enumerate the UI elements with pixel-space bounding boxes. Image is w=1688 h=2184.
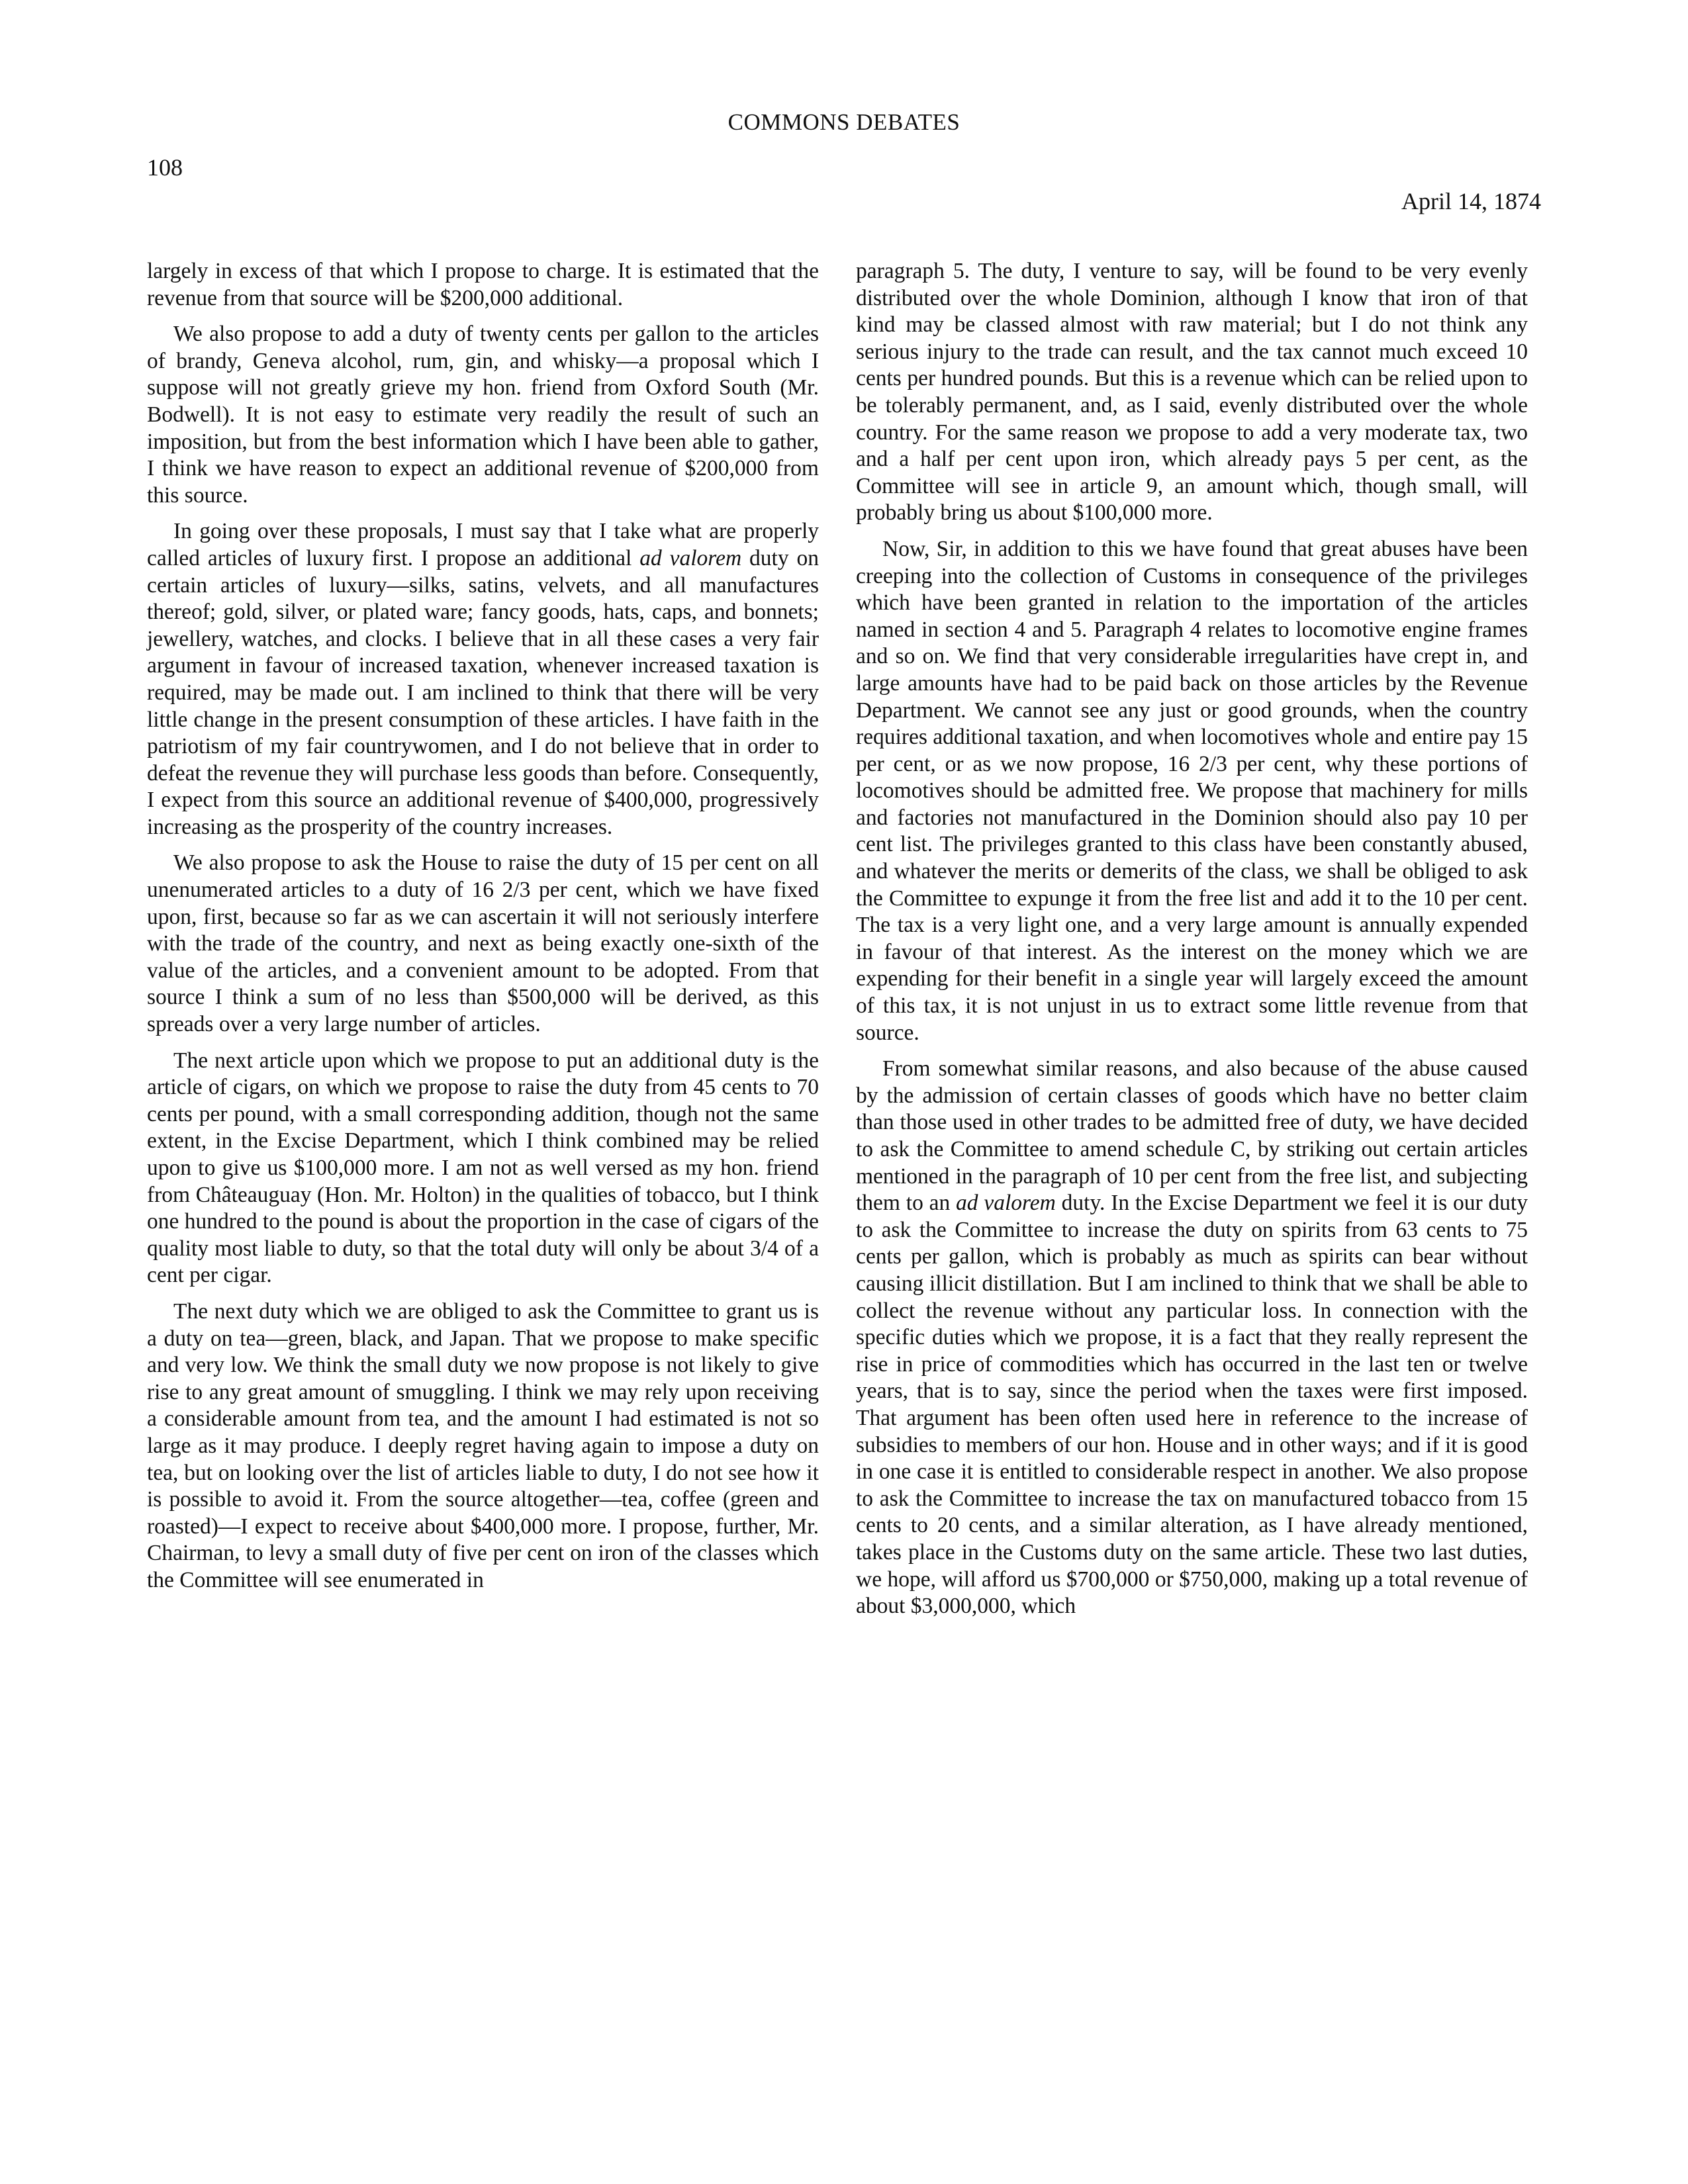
paragraph: We also propose to add a duty of twenty cents per gallon to the articles of brandy, Geneva alcohol, rum, gin, and whisky—a proposal which I suppose will not greatly grieve my hon. friend from Oxford South (Mr. Bodwell). It is not easy to estimate very readily the result of such an imposition, but from the best information which I have been able to gather, I think we have reason to expect an additional revenue of $200,000 from this source. — [147, 322, 819, 508]
paragraph: Now, Sir, in addition to this we have found that great abuses have been creeping into the collection of Customs in consequence of the privileges which have been granted in relation to the importation of the articles named in section 4 and 5. Paragraph 4 relates to locomotive engine frames and so on. We find that very considerable irregularities have crept in, and large amounts have had to be paid back on those articles by the Revenue Department. We cannot see any just or good grounds, when the country requires additional taxation, and when locomotives whole and entire pay 15 per cent, or as we now propose, 16 2/3 per cent, why these portions of locomotives should be admitted free. We propose that machinery for mills and factories not manufactured in the Dominion should also pay 10 per cent list. The privileges granted to this class have been constantly abused, and whatever the merits or demerits of the class, we shall be obliged to ask the Committee to expunge it from the free list and add it to the 10 per cent. The tax is a very light one, and a very large amount is annually expended in favour of that interest. As the interest on the money which we are expending for their benefit in a single year will largely exceed the amount of this tax, it is not unjust in us to extract some little revenue from that source. — [856, 536, 1528, 1045]
paragraph-text: In going over these proposals, I must say that I take what are properly called articles of luxury first. I propose an additional — [147, 519, 819, 570]
italic-phrase: ad valorem — [956, 1191, 1056, 1216]
paragraph: largely in excess of that which I propose to charge. It is estimated that the revenue from that source will be $200,000 additional. — [147, 259, 819, 310]
paragraph: We also propose to ask the House to raise the duty of 15 per cent on all unenumerated articles to a duty of 16 2/3 per cent, which we have fixed upon, first, because so far as we can ascertain it will not seriously interfere with the trade of the country, and next as being exactly one-sixth of the value of the articles, and a convenient amount to be adopted. From that source I think a sum of no less than $500,000 will be derived, as this spreads over a very large number of articles. — [147, 850, 819, 1037]
paragraph: The next article upon which we propose to put an additional duty is the article of cigars, on which we propose to raise the duty from 45 cents to 70 cents per pound, with a small corresponding addition, though not the same extent, in the Excise Department, which I think combined may be relied upon to give us $100,000 more. I am not as well versed as my hon. friend from Châteauguay (Hon. Mr. Holton) in the qualities of tobacco, but I think one hundred to the pound is about the proportion in the case of cigars of the quality most liable to duty, so that the total duty will only be about 3/4 of a cent per cigar. — [147, 1048, 819, 1288]
page-number: 108 — [147, 154, 183, 181]
right-column — [856, 258, 1528, 1629]
running-title: COMMONS DEBATES — [727, 109, 961, 135]
italic-phrase: ad valorem — [639, 545, 742, 570]
paragraph: paragraph 5. The duty, I venture to say, will be found to be very evenly distributed over the whole Dominion, although I know that iron of that kind may be classed almost with raw material; but I do not think any serious injury to the trade can result, and the tax cannot much exceed 10 cents per hundred pounds. But this is a revenue which can be relied upon to be tolerably permanent, and, as I said, evenly distributed over the whole country. For the same reason we propose to add a very moderate tax, two and a half per cent upon iron, which already pays 5 per cent, as the Committee will see in article 9, an amount which, though small, will probably bring us about $100,000 more. — [856, 259, 1528, 525]
paragraph-text: duty on certain articles of luxury—silks, satins, velvets, and all manufactures thereof; gold, silver, or plated ware; fancy goods, hats, caps, and bonnets; jewellery, watches, and clocks. I believe that in all these cases a very fair argument in favour of increased taxation, whenever increased taxation is required, may be made out. I am inclined to think that there will be very little change in the present consumption of these articles. I have faith in the patriotism of my fair countrywomen, and I do not believe that in order to defeat the revenue they will purchase less goods than before. Consequently, I expect from this source an additional revenue of $400,000, progressively increasing as the prosperity of the country increases. — [147, 545, 819, 839]
paragraph — [856, 1056, 1528, 1619]
paragraph-text: From somewhat similar reasons, and also because of the abuse caused by the admission of certain classes of goods which have no better claim than those used in other trades to be admitted free of duty, we have decided to ask the Committee to amend schedule C, by striking out certain articles mentioned in the paragraph of 10 per cent from the free list, and subjecting them to an — [856, 1056, 1528, 1216]
left-column — [147, 258, 819, 1604]
paragraph: The next duty which we are obliged to ask the Committee to grant us is a duty on tea—green, black, and Japan. That we propose to make specific and very low. We think the small duty we now propose is not likely to give rise to any great amount of smuggling. I think we may rely upon receiving a considerable amount from tea, and the amount I had estimated is not so large as it may produce. I deeply regret having again to impose a duty on tea, but on looking over the list of articles liable to duty, I do not see how it is possible to avoid it. From the source altogether—tea, coffee (green and roasted)—I expect to receive about $400,000 more. I propose, further, Mr. Chairman, to levy a small duty of five per cent on iron of the classes which the Committee will see enumerated in — [147, 1298, 819, 1592]
paragraph-text: duty. In the Excise Department we feel it is our duty to ask the Committee to increase the duty on spirits from 63 cents to 75 cents per gallon, which is probably as much as spirits can bear without causing illicit distillation. But I am inclined to think that we shall be able to collect the revenue without any particular loss. In connection with the specific duties which we propose, it is a fact that they really represent the rise in price of commodities which has occurred in the last ten or twelve years, that is to say, since the period when the taxes were first imposed. That argument has been often used here in reference to the increase of subsidies to members of our hon. House and in other ways; and if it is good in one case it is entitled to considerable respect in another. We also propose to ask the Committee to increase the tax on manufactured tobacco from 15 cents to 20 cents, and a similar alteration, as I have already mentioned, takes place in the Customs duty on the same article. These two last duties, we hope, will afford us $700,000 or $750,000, making up a total revenue of about $3,000,000, which — [856, 1191, 1528, 1619]
page-date: April 14, 1874 — [1401, 188, 1541, 214]
paragraph — [147, 518, 819, 841]
